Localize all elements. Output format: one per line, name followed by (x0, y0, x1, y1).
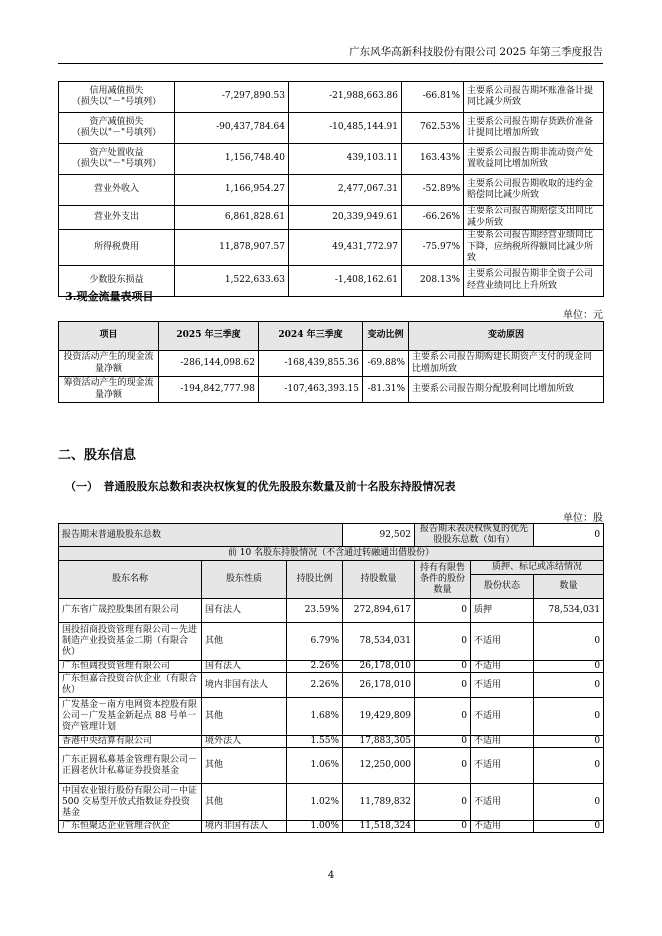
income-item: 所得税费用 (59, 230, 175, 266)
income-item: 营业外支出 (59, 206, 175, 230)
shareholder-ratio: 1.68% (287, 698, 343, 736)
income-current: 1,166,954.27 (175, 175, 289, 206)
col-header-nature: 股东性质 (202, 561, 287, 599)
shareholder-ratio: 2.26% (287, 673, 343, 698)
shareholder-nature: 国有法人 (202, 599, 287, 623)
shareholder-shares: 12,250,000 (343, 748, 415, 784)
shareholder-shares: 11,789,832 (343, 784, 415, 821)
shareholder-row (59, 736, 604, 748)
shareholder-name: 广东省广晟控股集团有限公司 (59, 599, 202, 623)
income-reason: 主要系公司报告期非全资子公司经营业绩同比上升所致 (464, 265, 604, 296)
income-item: 营业外收入 (59, 175, 175, 206)
income-item: 资产减值损失 （损失以"－"号填列） (59, 113, 175, 144)
income-change: -66.26% (402, 206, 464, 230)
cashflow-section-title: 3.现金流量表项目 (65, 290, 154, 303)
shareholder-pledge-status: 质押 (471, 599, 534, 623)
income-change: -52.89% (402, 175, 464, 206)
income-row (59, 144, 604, 175)
col-header-quantity: 数量 (534, 575, 604, 599)
income-item: 信用减值损失 （损失以"－"号填列） (59, 82, 175, 113)
shareholder-pledge-quantity: 0 (534, 748, 604, 784)
shareholder-ratio: 1.06% (287, 748, 343, 784)
shareholder-name: 广东正圆私募基金管理有限公司－正圆老伙计私募证券投资基金 (59, 748, 202, 784)
shareholder-ratio: 23.59% (287, 599, 343, 623)
shareholder-total-row (59, 524, 604, 547)
shareholder-row (59, 784, 604, 821)
shareholder-pledge-status: 不适用 (471, 623, 534, 661)
income-row (59, 206, 604, 230)
col-header-status: 股份状态 (471, 575, 534, 599)
pref-holders-label: 报告期末表决权恢复的优先股股东总数（如有） (415, 524, 534, 547)
income-row (59, 230, 604, 266)
shareholder-row (59, 698, 604, 736)
col-header-prior: 2024 年三季度 (259, 322, 363, 351)
shareholder-restricted: 0 (415, 821, 471, 833)
cashflow-row (59, 351, 604, 377)
cashflow-prior: -168,439,855.36 (259, 351, 363, 377)
income-row (59, 113, 604, 144)
shareholder-ratio: 1.55% (287, 736, 343, 748)
income-reason: 主要系公司报告期坏账准备计提同比减少所致 (464, 82, 604, 113)
shareholder-name: 广发基金－南方电网资本控股有限公司－广发基金新起点 88 号单一资产管理计划 (59, 698, 202, 736)
cashflow-item: 投资活动产生的现金流量净额 (59, 351, 159, 377)
income-reason: 主要系公司报告期赔偿支出同比减少所致 (464, 206, 604, 230)
income-prior: 439,103.11 (289, 144, 402, 175)
income-current: -90,437,784.64 (175, 113, 289, 144)
income-change: -75.97% (402, 230, 464, 266)
shareholder-pledge-status: 不适用 (471, 661, 534, 673)
cashflow-item: 筹资活动产生的现金流量净额 (59, 377, 159, 403)
col-header-current: 2025 年三季度 (159, 322, 259, 351)
shareholder-ratio: 1.00% (287, 821, 343, 833)
shareholder-row (59, 821, 604, 833)
shareholder-pledge-quantity: 0 (534, 623, 604, 661)
shareholder-name: 香港中央结算有限公司 (59, 736, 202, 748)
cashflow-row (59, 377, 604, 403)
shareholder-pledge-quantity: 0 (534, 661, 604, 673)
income-prior: 20,339,949.61 (289, 206, 402, 230)
shareholder-ratio: 1.02% (287, 784, 343, 821)
shareholder-nature: 境内非国有法人 (202, 673, 287, 698)
shareholder-restricted: 0 (415, 661, 471, 673)
income-item: 资产处置收益 （损失以"－"号填列） (59, 144, 175, 175)
shareholder-shares: 26,178,010 (343, 673, 415, 698)
income-reason: 主要系公司报告期非流动资产处置收益同比增加所致 (464, 144, 604, 175)
shareholder-pledge-status: 不适用 (471, 784, 534, 821)
shareholder-pledge-status: 不适用 (471, 673, 534, 698)
top-shareholders-table (58, 523, 604, 833)
shareholder-nature: 其他 (202, 784, 287, 821)
col-header-name: 股东名称 (59, 561, 202, 599)
shareholder-restricted: 0 (415, 698, 471, 736)
income-item: 少数股东损益 (59, 265, 175, 296)
shareholder-nature: 其他 (202, 623, 287, 661)
cashflow-prior: -107,463,393.15 (259, 377, 363, 403)
cashflow-reason: 主要系公司报告期购建长期资产支付的现金同比增加所致 (409, 351, 604, 377)
shareholder-name: 国投招商投资管理有限公司－先进制造产业投资基金二期（有限合伙） (59, 623, 202, 661)
income-current: 1,522,633.63 (175, 265, 289, 296)
cashflow-unit: 单位：元 (563, 310, 603, 321)
shareholder-shares: 11,518,324 (343, 821, 415, 833)
shareholder-restricted: 0 (415, 736, 471, 748)
shareholder-name: 广东恒嘉合投资合伙企业（有限合伙） (59, 673, 202, 698)
shareholder-row (59, 661, 604, 673)
total-holders-value: 92,502 (343, 524, 415, 547)
income-change: 163.43% (402, 144, 464, 175)
shareholder-shares: 78,534,031 (343, 623, 415, 661)
shareholder-pledge-quantity: 0 (534, 698, 604, 736)
shareholder-row (59, 623, 604, 661)
shareholder-pledge-quantity: 0 (534, 821, 604, 833)
shareholder-shares: 272,894,617 (343, 599, 415, 623)
shareholder-ratio: 6.79% (287, 623, 343, 661)
shareholder-section-title: 二、股东信息 (58, 448, 137, 463)
shareholder-restricted: 0 (415, 623, 471, 661)
shareholder-nature: 境内非国有法人 (202, 821, 287, 833)
income-row (59, 175, 604, 206)
income-reason: 主要系公司报告期收取的违约金赔偿同比减少所致 (464, 175, 604, 206)
shareholder-pledge-quantity: 78,534,031 (534, 599, 604, 623)
pref-holders-value: 0 (534, 524, 604, 547)
income-prior: 2,477,067.31 (289, 175, 402, 206)
cashflow-reason: 主要系公司报告期分配股利同比增加所致 (409, 377, 604, 403)
income-current: 11,878,907.57 (175, 230, 289, 266)
shareholder-pledge-status: 不适用 (471, 736, 534, 748)
shareholder-pledge-quantity: 0 (534, 784, 604, 821)
col-header-pledge-group: 质押、标记或冻结情况 (471, 561, 604, 575)
shareholder-row (59, 748, 604, 784)
income-change: 208.13% (402, 265, 464, 296)
col-header-restricted: 持有有限售条件的股份数量 (415, 561, 471, 599)
shareholder-pledge-status: 不适用 (471, 821, 534, 833)
cashflow-current: -194,842,777.98 (159, 377, 259, 403)
shareholder-shares: 19,429,809 (343, 698, 415, 736)
col-header-shares: 持股数量 (343, 561, 415, 599)
total-holders-label: 报告期末普通股股东总数 (59, 524, 343, 547)
shareholder-pledge-quantity: 0 (534, 736, 604, 748)
shareholder-nature: 国有法人 (202, 661, 287, 673)
cashflow-current: -286,144,098.62 (159, 351, 259, 377)
shareholder-pledge-status: 不适用 (471, 748, 534, 784)
shareholder-name: 广东恒聚达企业管理合伙企 (59, 821, 202, 833)
page-header: 广东风华高新科技股份有限公司 2025 年第三季度报告 (58, 44, 603, 64)
income-current: 6,861,828.61 (175, 206, 289, 230)
top10-title-row (59, 547, 604, 561)
shareholder-ratio: 2.26% (287, 661, 343, 673)
shareholder-restricted: 0 (415, 748, 471, 784)
income-row (59, 82, 604, 113)
shareholder-name: 中国农业银行股份有限公司－中证 500 交易型开放式指数证券投资基金 (59, 784, 202, 821)
income-change: 762.53% (402, 113, 464, 144)
income-prior: -21,988,663.86 (289, 82, 402, 113)
col-header-item: 项目 (59, 322, 159, 351)
shareholder-nature: 其他 (202, 698, 287, 736)
top10-title: 前 10 名股东持股情况（不含通过转融通出借股份） (59, 547, 604, 561)
income-current: -7,297,890.53 (175, 82, 289, 113)
shareholder-restricted: 0 (415, 784, 471, 821)
shareholder-subsection-title: （一） 普通股股东总数和表决权恢复的优先股股东数量及前十名股东持股情况表 (65, 480, 456, 493)
col-header-change: 变动比例 (363, 322, 409, 351)
income-reason: 主要系公司报告期存货跌价准备计提同比增加所致 (464, 113, 604, 144)
col-header-ratio: 持股比例 (287, 561, 343, 599)
holders-header-row-1 (59, 561, 604, 575)
shareholder-row (59, 599, 604, 623)
income-change: -66.81% (402, 82, 464, 113)
shareholder-pledge-quantity: 0 (534, 673, 604, 698)
income-prior: -10,485,144.91 (289, 113, 402, 144)
shareholder-pledge-status: 不适用 (471, 698, 534, 736)
shareholder-shares: 26,178,010 (343, 661, 415, 673)
income-reason: 主要系公司报告期经营业绩同比下降，应纳税所得额同比减少所致 (464, 230, 604, 266)
cashflow-change: -69.88% (363, 351, 409, 377)
shareholder-shares: 17,883,305 (343, 736, 415, 748)
cashflow-items-table (58, 321, 604, 403)
shareholder-nature: 境外法人 (202, 736, 287, 748)
shareholder-restricted: 0 (415, 599, 471, 623)
income-statement-items-table (58, 81, 604, 297)
cashflow-header-row (59, 322, 604, 351)
shareholder-nature: 其他 (202, 748, 287, 784)
cashflow-change: -81.31% (363, 377, 409, 403)
page-number: 4 (327, 870, 335, 881)
shareholder-restricted: 0 (415, 673, 471, 698)
income-prior: -1,408,162.61 (289, 265, 402, 296)
col-header-reason: 变动原因 (409, 322, 604, 351)
shareholder-name: 广东恒阔投资管理有限公司 (59, 661, 202, 673)
income-current: 1,156,748.40 (175, 144, 289, 175)
shareholder-row (59, 673, 604, 698)
income-prior: 49,431,772.97 (289, 230, 402, 266)
shareholder-unit: 单位：股 (563, 513, 603, 524)
